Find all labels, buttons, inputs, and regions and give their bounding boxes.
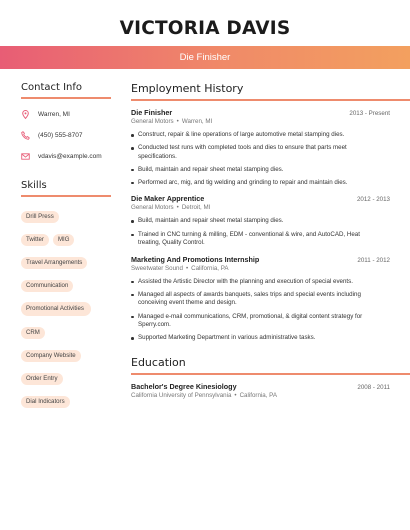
- skill-chip: Company Website: [21, 350, 81, 362]
- job-entry-title: Marketing And Promotions Internship: [131, 254, 260, 264]
- location-pin-icon: [21, 110, 30, 119]
- job-bullet: Build, maintain and repair sheet metal stamping dies.: [131, 217, 371, 226]
- job-bullet: Construct, repair & line operations of large automotive metal stamping dies.: [131, 131, 371, 140]
- contact-email[interactable]: [21, 151, 111, 162]
- job-bullet: Managed all aspects of awards banquets, sales trips and special events including conceiving event theme and design.: [131, 291, 371, 308]
- skill-chip: CRM: [21, 327, 45, 339]
- job-entry-company: [131, 118, 410, 125]
- company-name: General Motors: [131, 204, 174, 212]
- job-entry: [131, 255, 410, 343]
- company-location: Warren, MI: [181, 118, 213, 125]
- job-entry-dates: 2013 - Present: [349, 110, 390, 117]
- candidate-name: VICTORIA DAVIS: [119, 18, 291, 39]
- separator-dot: •: [176, 204, 179, 212]
- contact-location: [21, 109, 111, 120]
- skills-heading: Skills: [21, 180, 111, 197]
- job-bullet: Conducted test runs with completed tools and dies to ensure that parts meet specifications.: [131, 144, 371, 161]
- job-entry-title: Die Finisher: [131, 108, 173, 117]
- skill-chip: Drill Press: [21, 211, 59, 223]
- phone-icon: [21, 131, 30, 140]
- job-title-banner: [0, 46, 410, 69]
- right-column: [131, 82, 410, 399]
- company-name: General Motors: [131, 118, 174, 125]
- contact-heading: Contact Info: [21, 82, 111, 99]
- education-degree: Bachelor's Degree Kinesiology: [131, 381, 237, 391]
- skill-chip: MIG: [53, 234, 75, 246]
- left-column: [21, 82, 111, 413]
- contact-phone-text: (450) 555-8707: [38, 132, 83, 139]
- contact-phone: [21, 130, 111, 141]
- job-entry-company: [131, 204, 410, 211]
- separator-dot: •: [234, 391, 237, 399]
- job-bullet: Supported Marketing Department in various administrative tasks.: [131, 334, 371, 343]
- school-name: California University of Pennsylvania: [131, 391, 232, 399]
- job-bullets: [131, 278, 410, 343]
- job-bullet: Assisted the Artistic Director with the planning and execution of special events.: [131, 278, 371, 287]
- job-entry-company: [131, 265, 410, 272]
- job-title: Die Finisher: [179, 52, 231, 63]
- job-bullets: [131, 217, 410, 247]
- company-location: California, PA: [191, 264, 229, 272]
- education-heading: Education: [131, 356, 410, 375]
- skill-chip: Promotional Activities: [21, 302, 91, 316]
- skill-chip: Twitter: [21, 234, 49, 246]
- education-dates: 2008 - 2011: [357, 383, 390, 391]
- skills-list: [21, 205, 111, 411]
- separator-dot: •: [176, 118, 179, 125]
- job-entry-dates: 2012 - 2013: [356, 196, 390, 204]
- employment-heading: Employment History: [131, 82, 410, 101]
- contact-location-text: Warren, MI: [38, 111, 70, 118]
- company-location: Detroit, MI: [181, 204, 211, 212]
- job-bullet: Build, maintain and repair sheet metal stamping dies.: [131, 166, 371, 175]
- contact-email-text[interactable]: vdavis@example.com: [38, 153, 102, 160]
- job-entry-title: Die Maker Apprentice: [131, 194, 205, 204]
- school-location: California, PA: [239, 391, 277, 399]
- job-entry-dates: 2011 - 2012: [357, 256, 390, 264]
- skill-chip: Dial Indicators: [21, 396, 70, 408]
- skill-chip: Communication: [21, 280, 73, 292]
- job-entry: [131, 194, 410, 247]
- job-entry: [131, 108, 410, 187]
- email-icon: [21, 152, 30, 161]
- company-name: Sweetwater Sound: [131, 264, 183, 272]
- skill-chip: Order Entry: [21, 373, 63, 385]
- job-bullets: [131, 131, 410, 187]
- job-bullet: Performed arc, mig, and tig welding and grinding to repair and maintain dies.: [131, 179, 371, 188]
- job-bullet: Trained in CNC turning & milling, EDM - conventional & wire, and AutoCAD, Heat treating, Quality Control.: [131, 231, 371, 248]
- job-bullet: Managed e-mail communications, CRM, promotional, & digital content strategy for Sperry.com.: [131, 313, 371, 330]
- separator-dot: •: [185, 264, 189, 272]
- skill-chip: Travel Arrangements: [21, 257, 87, 269]
- education-entry: [131, 382, 410, 399]
- education-school-line: [131, 392, 410, 399]
